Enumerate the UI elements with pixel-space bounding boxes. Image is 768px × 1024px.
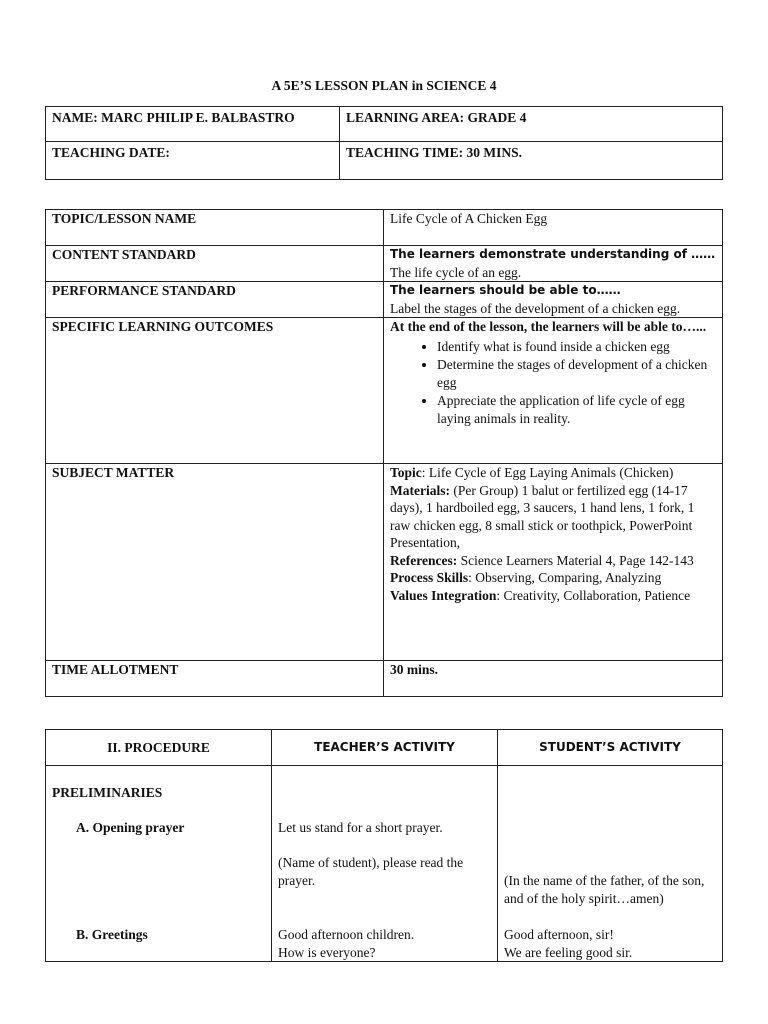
subject-matter-cell [384, 464, 723, 661]
greetings-student-line2: We are feeling good sir. [504, 944, 633, 960]
subject-values: Values Integration: Creativity, Collaboration, Patience [390, 587, 691, 603]
performance-standard-cell [384, 282, 723, 318]
performance-standard-label: PERFORMANCE STANDARD [46, 282, 384, 318]
teacher-activity-cell [272, 766, 498, 962]
list-item: • Determine the stages of development of a chicken egg [437, 356, 716, 391]
content-standard-label: CONTENT STANDARD [46, 246, 384, 282]
performance-standard-value: Label the stages of the development of a chicken egg. [390, 300, 681, 316]
teacher-name: NAME: MARC PHILIP E. BALBASTRO [46, 107, 340, 142]
opening-student-response: (In the name of the father, of the son, and of the holy spirit…amen) [504, 873, 705, 906]
preliminaries-label: PRELIMINARIES [52, 785, 163, 800]
opening-teacher-line1: Let us stand for a short prayer. [278, 820, 443, 835]
student-activity-header: STUDENT’S ACTIVITY [498, 730, 723, 766]
greetings-teacher-line1: Good afternoon children. [278, 927, 415, 942]
procedure-cell [46, 766, 272, 962]
learning-area: LEARNING AREA: GRADE 4 [340, 107, 723, 142]
outcomes-lead: At the end of the lesson, the learners will be able to…... [390, 319, 707, 334]
subject-references: References: Science Learners Material 4, Page 142-143 [390, 552, 694, 568]
time-allotment-value: 30 mins. [384, 661, 723, 697]
teaching-date: TEACHING DATE: [46, 142, 340, 180]
subject-process-skills: Process Skills: Observing, Comparing, Analyzing [390, 570, 662, 585]
topic-value: Life Cycle of A Chicken Egg [384, 210, 723, 246]
teacher-activity-header: TEACHER’S ACTIVITY [272, 730, 498, 766]
opening-prayer-label: A. Opening prayer [76, 820, 185, 835]
topic-label: TOPIC/LESSON NAME [46, 210, 384, 246]
subject-materials: Materials: (Per Group) 1 balut or fertilized egg (14-17 days), 1 hardboiled egg, 3 saucers, 1 hand lens, 1 fork, 1 raw chicken egg, 8 small stick or toothpick, PowerPoint Presentation, [390, 482, 695, 550]
outcomes-cell [384, 318, 723, 464]
list-item: • Appreciate the application of life cycle of egg laying animals in reality. [437, 392, 716, 427]
procedure-header: II. PROCEDURE [46, 730, 272, 766]
greetings-label: B. Greetings [76, 927, 148, 942]
teaching-time: TEACHING TIME: 30 MINS. [340, 142, 723, 180]
content-standard-lead: The learners demonstrate understanding of …… [390, 247, 716, 261]
procedure-table [45, 729, 723, 962]
performance-standard-lead: The learners should be able to…… [390, 283, 621, 297]
list-item: • Identify what is found inside a chicken egg [437, 338, 716, 356]
subject-matter-label: SUBJECT MATTER [46, 464, 384, 661]
student-activity-cell [498, 766, 723, 962]
content-standard-value: The life cycle of an egg. [390, 264, 522, 280]
header-table [45, 106, 723, 180]
outcomes-list [390, 338, 716, 428]
subject-topic: Topic: Life Cycle of Egg Laying Animals (Chicken) [390, 465, 674, 480]
greetings-teacher-line2: How is everyone? [278, 944, 376, 960]
page-title: A 5E’S LESSON PLAN in SCIENCE 4 [271, 78, 497, 93]
lesson-table [45, 209, 723, 697]
content-standard-cell [384, 246, 723, 282]
outcomes-label: SPECIFIC LEARNING OUTCOMES [46, 318, 384, 464]
greetings-student-line1: Good afternoon, sir! [504, 927, 614, 942]
opening-teacher-line2: (Name of student), please read the prayer. [278, 855, 464, 888]
time-allotment-label: TIME ALLOTMENT [46, 661, 384, 697]
